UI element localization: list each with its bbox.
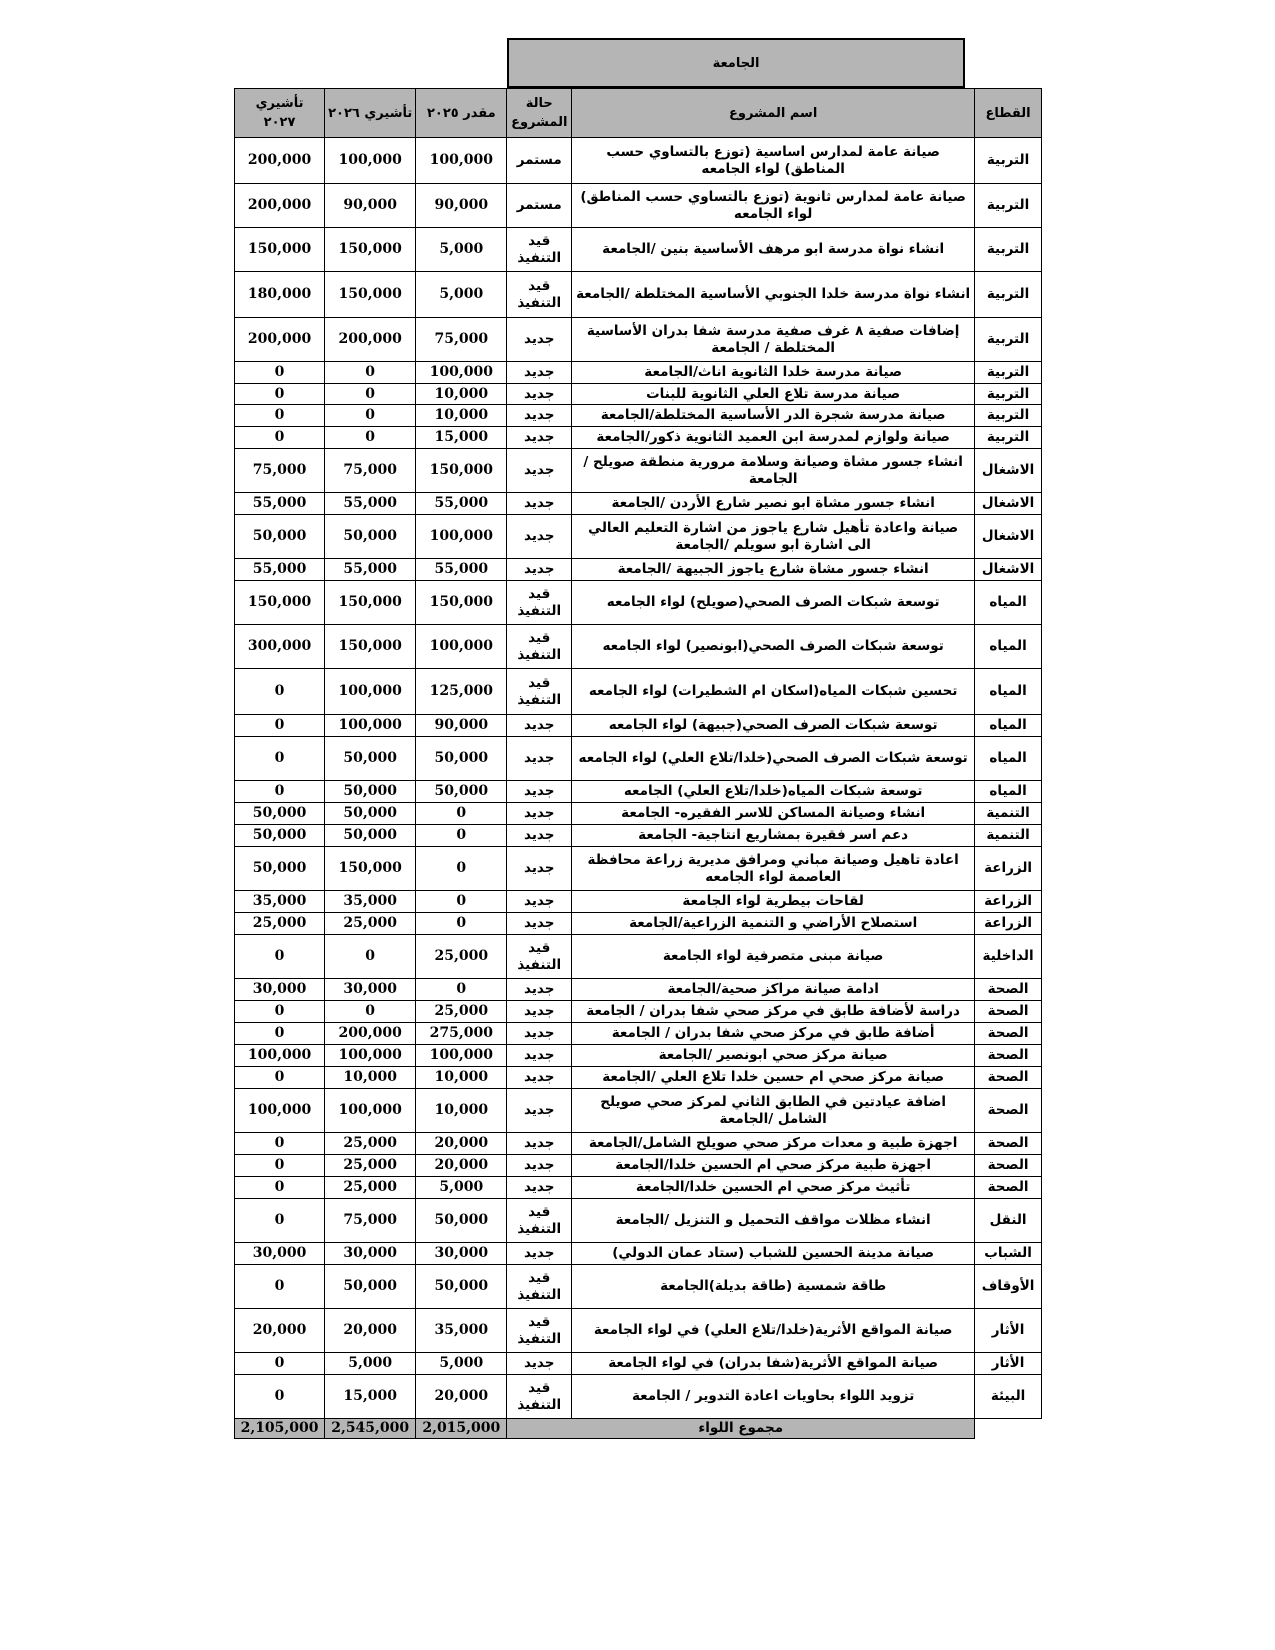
cell-status: مستمر <box>507 138 572 184</box>
cell-project-name: صيانة مركز صحي ام حسين خلدا تلاع العلي /الجامعة <box>572 1067 975 1089</box>
table-row <box>235 781 1042 803</box>
cell-project-name: اجهزة طبية و معدات مركز صحي صويلح الشامل/الجامعة <box>572 1133 975 1155</box>
cell-project-name: صيانة المواقع الأثرية(خلدا/تلاع العلي) في لواء الجامعة <box>572 1309 975 1353</box>
cell-est2025: 20,000 <box>416 1155 507 1177</box>
cell-est2025: 20,000 <box>416 1375 507 1419</box>
cell-ind2027: 75,000 <box>235 449 325 493</box>
table-row <box>235 847 1042 891</box>
cell-ind2026: 50,000 <box>325 1265 416 1309</box>
cell-status: مستمر <box>507 184 572 228</box>
cell-ind2027: 200,000 <box>235 138 325 184</box>
table-row <box>235 1199 1042 1243</box>
cell-sector: المياه <box>975 715 1042 737</box>
table-row <box>235 737 1042 781</box>
table-row <box>235 1133 1042 1155</box>
cell-est2025: 0 <box>416 891 507 913</box>
cell-ind2027: 0 <box>235 1375 325 1419</box>
cell-project-name: صيانة المواقع الأثرية(شفا بدران) في لواء الجامعة <box>572 1353 975 1375</box>
cell-status: قيد التنفيذ <box>507 272 572 318</box>
cell-ind2027: 0 <box>235 737 325 781</box>
cell-ind2026: 0 <box>325 935 416 979</box>
table-row <box>235 1309 1042 1353</box>
cell-sector: الاشغال <box>975 515 1042 559</box>
total-row <box>235 1419 1042 1439</box>
cell-ind2026: 50,000 <box>325 515 416 559</box>
table-row <box>235 362 1042 384</box>
cell-sector: التربية <box>975 384 1042 405</box>
cell-est2025: 90,000 <box>416 184 507 228</box>
cell-sector: الصحة <box>975 1133 1042 1155</box>
cell-project-name: انشاء نواة مدرسة ابو مرهف الأساسية بنين /الجامعة <box>572 228 975 272</box>
cell-project-name: أضافة طابق في مركز صحي شفا بدران / الجامعة <box>572 1023 975 1045</box>
table-row <box>235 384 1042 405</box>
cell-ind2027: 0 <box>235 781 325 803</box>
cell-ind2026: 0 <box>325 427 416 449</box>
cell-status: جديد <box>507 515 572 559</box>
cell-est2025: 125,000 <box>416 669 507 715</box>
table-row <box>235 184 1042 228</box>
cell-project-name: توسعة شبكات الصرف الصحي(جبيهة) لواء الجامعه <box>572 715 975 737</box>
cell-est2025: 100,000 <box>416 362 507 384</box>
cell-ind2026: 50,000 <box>325 781 416 803</box>
cell-project-name: صيانة مركز صحي ابونصير /الجامعة <box>572 1045 975 1067</box>
cell-est2025: 100,000 <box>416 625 507 669</box>
cell-ind2026: 55,000 <box>325 559 416 581</box>
cell-sector: التربية <box>975 362 1042 384</box>
table-title: الجامعة <box>507 38 965 88</box>
table-row <box>235 1375 1042 1419</box>
cell-sector: التربية <box>975 405 1042 427</box>
cell-status: قيد التنفيذ <box>507 1199 572 1243</box>
cell-sector: التربية <box>975 318 1042 362</box>
cell-ind2027: 0 <box>235 1177 325 1199</box>
cell-est2025: 35,000 <box>416 1309 507 1353</box>
table-row <box>235 913 1042 935</box>
cell-est2025: 50,000 <box>416 1199 507 1243</box>
cell-est2025: 50,000 <box>416 781 507 803</box>
cell-project-name: انشاء مظلات مواقف التحميل و التنزيل /الجامعة <box>572 1199 975 1243</box>
cell-ind2027: 50,000 <box>235 803 325 825</box>
cell-sector: الزراعة <box>975 847 1042 891</box>
cell-est2025: 50,000 <box>416 737 507 781</box>
cell-sector: المياه <box>975 625 1042 669</box>
cell-ind2027: 50,000 <box>235 825 325 847</box>
cell-ind2027: 0 <box>235 427 325 449</box>
cell-sector: الصحة <box>975 1177 1042 1199</box>
cell-status: جديد <box>507 847 572 891</box>
table-row <box>235 493 1042 515</box>
cell-status: قيد التنفيذ <box>507 581 572 625</box>
cell-ind2026: 50,000 <box>325 803 416 825</box>
cell-project-name: توسعة شبكات الصرف الصحي(ابونصير) لواء الجامعه <box>572 625 975 669</box>
cell-ind2027: 25,000 <box>235 913 325 935</box>
header-ind2026: تأشيري ٢٠٢٦ <box>325 89 416 138</box>
cell-ind2026: 90,000 <box>325 184 416 228</box>
cell-status: جديد <box>507 891 572 913</box>
cell-sector: الأثار <box>975 1309 1042 1353</box>
cell-est2025: 0 <box>416 803 507 825</box>
cell-status: جديد <box>507 384 572 405</box>
cell-sector: الاشغال <box>975 559 1042 581</box>
cell-ind2027: 20,000 <box>235 1309 325 1353</box>
cell-status: جديد <box>507 427 572 449</box>
cell-project-name: تحسين شبكات المياه(اسكان ام الشطيرات) لواء الجامعه <box>572 669 975 715</box>
table-row <box>235 1155 1042 1177</box>
table-row <box>235 1001 1042 1023</box>
cell-status: جديد <box>507 318 572 362</box>
cell-status: جديد <box>507 1353 572 1375</box>
header-status: حالة المشروع <box>507 89 572 138</box>
cell-ind2027: 200,000 <box>235 318 325 362</box>
cell-ind2027: 50,000 <box>235 515 325 559</box>
table-row <box>235 1265 1042 1309</box>
cell-status: جديد <box>507 1067 572 1089</box>
cell-sector: الزراعة <box>975 913 1042 935</box>
cell-est2025: 0 <box>416 913 507 935</box>
cell-ind2027: 300,000 <box>235 625 325 669</box>
cell-ind2027: 180,000 <box>235 272 325 318</box>
cell-sector: البيئة <box>975 1375 1042 1419</box>
cell-status: جديد <box>507 405 572 427</box>
table-row <box>235 1045 1042 1067</box>
cell-ind2026: 30,000 <box>325 979 416 1001</box>
cell-sector: الزراعة <box>975 891 1042 913</box>
cell-sector: الداخلية <box>975 935 1042 979</box>
cell-ind2027: 0 <box>235 935 325 979</box>
cell-sector: الصحة <box>975 1023 1042 1045</box>
cell-ind2027: 30,000 <box>235 979 325 1001</box>
cell-sector: الصحة <box>975 979 1042 1001</box>
cell-est2025: 90,000 <box>416 715 507 737</box>
cell-ind2026: 100,000 <box>325 138 416 184</box>
cell-status: جديد <box>507 1089 572 1133</box>
cell-sector: التربية <box>975 184 1042 228</box>
cell-project-name: صيانة عامة لمدارس اساسية (توزع بالتساوي حسب المناطق) لواء الجامعه <box>572 138 975 184</box>
cell-status: جديد <box>507 715 572 737</box>
cell-status: جديد <box>507 825 572 847</box>
cell-status: قيد التنفيذ <box>507 669 572 715</box>
table-row <box>235 891 1042 913</box>
cell-project-name: انشاء جسور مشاة وصيانة وسلامة مرورية منطقة صويلح /الجامعة <box>572 449 975 493</box>
cell-est2025: 20,000 <box>416 1133 507 1155</box>
cell-status: جديد <box>507 362 572 384</box>
cell-ind2026: 10,000 <box>325 1067 416 1089</box>
cell-status: قيد التنفيذ <box>507 228 572 272</box>
cell-est2025: 5,000 <box>416 1177 507 1199</box>
cell-status: جديد <box>507 803 572 825</box>
cell-ind2026: 20,000 <box>325 1309 416 1353</box>
cell-project-name: انشاء جسور مشاة شارع ياجوز الجبيهة /الجامعة <box>572 559 975 581</box>
table-row <box>235 1023 1042 1045</box>
cell-project-name: انشاء جسور مشاة ابو نصير شارع الأردن /الجامعة <box>572 493 975 515</box>
total-blank-cell <box>975 1419 1042 1439</box>
cell-sector: التربية <box>975 228 1042 272</box>
cell-ind2027: 150,000 <box>235 228 325 272</box>
cell-status: جديد <box>507 1133 572 1155</box>
cell-status: جديد <box>507 1177 572 1199</box>
cell-sector: الأثار <box>975 1353 1042 1375</box>
table-row <box>235 625 1042 669</box>
cell-status: جديد <box>507 1155 572 1177</box>
cell-status: جديد <box>507 449 572 493</box>
cell-ind2026: 0 <box>325 362 416 384</box>
cell-project-name: انشاء وصيانة المساكن للاسر الفقيره- الجامعة <box>572 803 975 825</box>
cell-status: قيد التنفيذ <box>507 1265 572 1309</box>
cell-project-name: صيانة مدينة الحسين للشباب (ستاد عمان الدولي) <box>572 1243 975 1265</box>
cell-est2025: 55,000 <box>416 493 507 515</box>
cell-est2025: 150,000 <box>416 581 507 625</box>
cell-sector: النقل <box>975 1199 1042 1243</box>
cell-status: قيد التنفيذ <box>507 1309 572 1353</box>
cell-project-name: دعم اسر فقيرة بمشاريع انتاجية- الجامعة <box>572 825 975 847</box>
cell-sector: التربية <box>975 427 1042 449</box>
cell-ind2026: 50,000 <box>325 737 416 781</box>
cell-sector: المياه <box>975 781 1042 803</box>
cell-project-name: تأثيث مركز صحي ام الحسين خلدا/الجامعة <box>572 1177 975 1199</box>
table-row <box>235 138 1042 184</box>
cell-ind2026: 35,000 <box>325 891 416 913</box>
total-ind2027: 2,105,000 <box>235 1419 325 1439</box>
table-row <box>235 825 1042 847</box>
cell-ind2027: 0 <box>235 362 325 384</box>
cell-status: جديد <box>507 1045 572 1067</box>
cell-ind2026: 25,000 <box>325 913 416 935</box>
cell-status: جديد <box>507 737 572 781</box>
table-row <box>235 715 1042 737</box>
cell-sector: الاشغال <box>975 493 1042 515</box>
total-label: مجموع اللواء <box>507 1419 975 1439</box>
cell-ind2026: 55,000 <box>325 493 416 515</box>
cell-ind2027: 0 <box>235 384 325 405</box>
cell-ind2027: 50,000 <box>235 847 325 891</box>
cell-sector: الصحة <box>975 1089 1042 1133</box>
cell-est2025: 5,000 <box>416 272 507 318</box>
header-row <box>235 89 1042 138</box>
cell-ind2026: 15,000 <box>325 1375 416 1419</box>
cell-ind2026: 150,000 <box>325 228 416 272</box>
cell-project-name: اضافة عيادتين في الطابق الثاني لمركز صحي صويلح الشامل /الجامعة <box>572 1089 975 1133</box>
cell-ind2027: 55,000 <box>235 493 325 515</box>
cell-ind2027: 0 <box>235 1133 325 1155</box>
cell-project-name: ادامة صيانة مراكز صحية/الجامعة <box>572 979 975 1001</box>
cell-ind2027: 0 <box>235 1155 325 1177</box>
cell-sector: الأوقاف <box>975 1265 1042 1309</box>
cell-est2025: 25,000 <box>416 1001 507 1023</box>
cell-est2025: 0 <box>416 979 507 1001</box>
cell-project-name: صيانة واعادة تأهيل شارع ياجوز من اشارة التعليم العالي الى اشارة ابو سويلم /الجامعة <box>572 515 975 559</box>
header-sector: القطاع <box>975 89 1042 138</box>
cell-status: قيد التنفيذ <box>507 935 572 979</box>
cell-sector: الاشغال <box>975 449 1042 493</box>
cell-ind2026: 150,000 <box>325 581 416 625</box>
cell-ind2027: 0 <box>235 1353 325 1375</box>
cell-ind2027: 0 <box>235 1023 325 1045</box>
cell-ind2026: 5,000 <box>325 1353 416 1375</box>
cell-project-name: توسعة شبكات الصرف الصحي(خلدا/تلاع العلي) لواء الجامعه <box>572 737 975 781</box>
cell-project-name: صيانة مبنى متصرفية لواء الجامعة <box>572 935 975 979</box>
cell-ind2027: 30,000 <box>235 1243 325 1265</box>
cell-ind2026: 200,000 <box>325 1023 416 1045</box>
cell-status: جديد <box>507 1001 572 1023</box>
cell-project-name: صيانة مدرسة تلاع العلي الثانوية للبنات <box>572 384 975 405</box>
cell-est2025: 75,000 <box>416 318 507 362</box>
table-row <box>235 449 1042 493</box>
table-row <box>235 228 1042 272</box>
cell-sector: التنمية <box>975 803 1042 825</box>
cell-sector: التربية <box>975 138 1042 184</box>
cell-project-name: توسعة شبكات الصرف الصحي(صويلح) لواء الجامعه <box>572 581 975 625</box>
cell-ind2027: 0 <box>235 1265 325 1309</box>
cell-ind2027: 35,000 <box>235 891 325 913</box>
cell-project-name: طاقة شمسية (طاقة بديلة)الجامعة <box>572 1265 975 1309</box>
cell-est2025: 10,000 <box>416 384 507 405</box>
cell-project-name: توسعة شبكات المياه(خلدا/تلاع العلي) الجامعه <box>572 781 975 803</box>
cell-ind2026: 25,000 <box>325 1155 416 1177</box>
cell-status: قيد التنفيذ <box>507 625 572 669</box>
cell-sector: الشباب <box>975 1243 1042 1265</box>
projects-table <box>234 88 1042 1439</box>
cell-project-name: تزويد اللواء بحاويات اعادة التدوير / الجامعة <box>572 1375 975 1419</box>
cell-est2025: 100,000 <box>416 515 507 559</box>
cell-ind2027: 55,000 <box>235 559 325 581</box>
table-row <box>235 1177 1042 1199</box>
cell-ind2026: 75,000 <box>325 449 416 493</box>
cell-est2025: 275,000 <box>416 1023 507 1045</box>
cell-ind2027: 200,000 <box>235 184 325 228</box>
header-ind2027: تأشيري ٢٠٢٧ <box>235 89 325 138</box>
cell-project-name: إضافات صفية ٨ غرف صفية مدرسة شفا بدران الأساسية المختلطة / الجامعة <box>572 318 975 362</box>
cell-est2025: 5,000 <box>416 1353 507 1375</box>
cell-ind2027: 100,000 <box>235 1089 325 1133</box>
cell-sector: المياه <box>975 669 1042 715</box>
cell-est2025: 100,000 <box>416 138 507 184</box>
cell-project-name: صيانة ولوازم لمدرسة ابن العميد الثانوية ذكور/الجامعة <box>572 427 975 449</box>
cell-ind2026: 150,000 <box>325 847 416 891</box>
cell-est2025: 10,000 <box>416 1089 507 1133</box>
cell-ind2027: 100,000 <box>235 1045 325 1067</box>
cell-ind2026: 75,000 <box>325 1199 416 1243</box>
cell-est2025: 150,000 <box>416 449 507 493</box>
table-row <box>235 1353 1042 1375</box>
cell-status: جديد <box>507 1023 572 1045</box>
cell-ind2027: 0 <box>235 1199 325 1243</box>
cell-project-name: دراسة لأضافة طابق في مركز صحي شفا بدران / الجامعة <box>572 1001 975 1023</box>
cell-ind2027: 0 <box>235 715 325 737</box>
table-row <box>235 1243 1042 1265</box>
cell-status: جديد <box>507 493 572 515</box>
cell-est2025: 10,000 <box>416 1067 507 1089</box>
cell-status: قيد التنفيذ <box>507 1375 572 1419</box>
cell-est2025: 5,000 <box>416 228 507 272</box>
table-row <box>235 515 1042 559</box>
cell-sector: الصحة <box>975 1067 1042 1089</box>
cell-project-name: صيانة مدرسة خلدا الثانوية اناث/الجامعة <box>572 362 975 384</box>
table-row <box>235 669 1042 715</box>
cell-ind2027: 0 <box>235 1001 325 1023</box>
cell-ind2026: 150,000 <box>325 625 416 669</box>
cell-ind2026: 100,000 <box>325 1045 416 1067</box>
cell-sector: المياه <box>975 581 1042 625</box>
cell-project-name: اجهزة طبية مركز صحي ام الحسين خلدا/الجامعة <box>572 1155 975 1177</box>
cell-est2025: 30,000 <box>416 1243 507 1265</box>
cell-status: جديد <box>507 559 572 581</box>
cell-sector: الصحة <box>975 1155 1042 1177</box>
cell-ind2026: 0 <box>325 1001 416 1023</box>
cell-ind2026: 100,000 <box>325 1089 416 1133</box>
cell-status: جديد <box>507 781 572 803</box>
table-row <box>235 559 1042 581</box>
cell-sector: المياه <box>975 737 1042 781</box>
cell-sector: الصحة <box>975 1001 1042 1023</box>
cell-sector: التنمية <box>975 825 1042 847</box>
cell-project-name: انشاء نواة مدرسة خلدا الجنوبي الأساسية المختلطة /الجامعة <box>572 272 975 318</box>
total-est2025: 2,015,000 <box>416 1419 507 1439</box>
cell-project-name: اعادة تاهيل وصيانة مباني ومرافق مديرية زراعة محافظة العاصمة لواء الجامعه <box>572 847 975 891</box>
table-row <box>235 979 1042 1001</box>
table-row <box>235 581 1042 625</box>
cell-ind2026: 30,000 <box>325 1243 416 1265</box>
header-project: اسم المشروع <box>572 89 975 138</box>
cell-est2025: 100,000 <box>416 1045 507 1067</box>
cell-status: جديد <box>507 913 572 935</box>
cell-ind2027: 0 <box>235 1067 325 1089</box>
cell-ind2027: 0 <box>235 405 325 427</box>
cell-est2025: 25,000 <box>416 935 507 979</box>
table-row <box>235 405 1042 427</box>
cell-ind2026: 25,000 <box>325 1177 416 1199</box>
cell-status: جديد <box>507 1243 572 1265</box>
cell-ind2027: 150,000 <box>235 581 325 625</box>
total-ind2026: 2,545,000 <box>325 1419 416 1439</box>
cell-ind2027: 0 <box>235 669 325 715</box>
cell-est2025: 15,000 <box>416 427 507 449</box>
cell-ind2026: 0 <box>325 384 416 405</box>
cell-ind2026: 100,000 <box>325 669 416 715</box>
table-row <box>235 427 1042 449</box>
cell-est2025: 50,000 <box>416 1265 507 1309</box>
cell-ind2026: 50,000 <box>325 825 416 847</box>
table-row <box>235 1089 1042 1133</box>
cell-est2025: 10,000 <box>416 405 507 427</box>
header-est2025: مقدر ٢٠٢٥ <box>416 89 507 138</box>
cell-est2025: 0 <box>416 825 507 847</box>
cell-sector: الصحة <box>975 1045 1042 1067</box>
table-row <box>235 1067 1042 1089</box>
cell-project-name: استصلاح الأراضي و التنمية الزراعية/الجامعة <box>572 913 975 935</box>
table-row <box>235 935 1042 979</box>
table-row <box>235 803 1042 825</box>
cell-ind2026: 200,000 <box>325 318 416 362</box>
cell-project-name: لقاحات بيطرية لواء الجامعة <box>572 891 975 913</box>
cell-est2025: 0 <box>416 847 507 891</box>
cell-project-name: صيانة مدرسة شجرة الدر الأساسية المختلطة/الجامعة <box>572 405 975 427</box>
table-row <box>235 318 1042 362</box>
cell-ind2026: 150,000 <box>325 272 416 318</box>
cell-est2025: 55,000 <box>416 559 507 581</box>
cell-sector: التربية <box>975 272 1042 318</box>
cell-ind2026: 0 <box>325 405 416 427</box>
cell-ind2026: 25,000 <box>325 1133 416 1155</box>
cell-ind2026: 100,000 <box>325 715 416 737</box>
table-row <box>235 272 1042 318</box>
cell-project-name: صيانة عامة لمدارس ثانوية (توزع بالتساوي حسب المناطق) لواء الجامعه <box>572 184 975 228</box>
cell-status: جديد <box>507 979 572 1001</box>
